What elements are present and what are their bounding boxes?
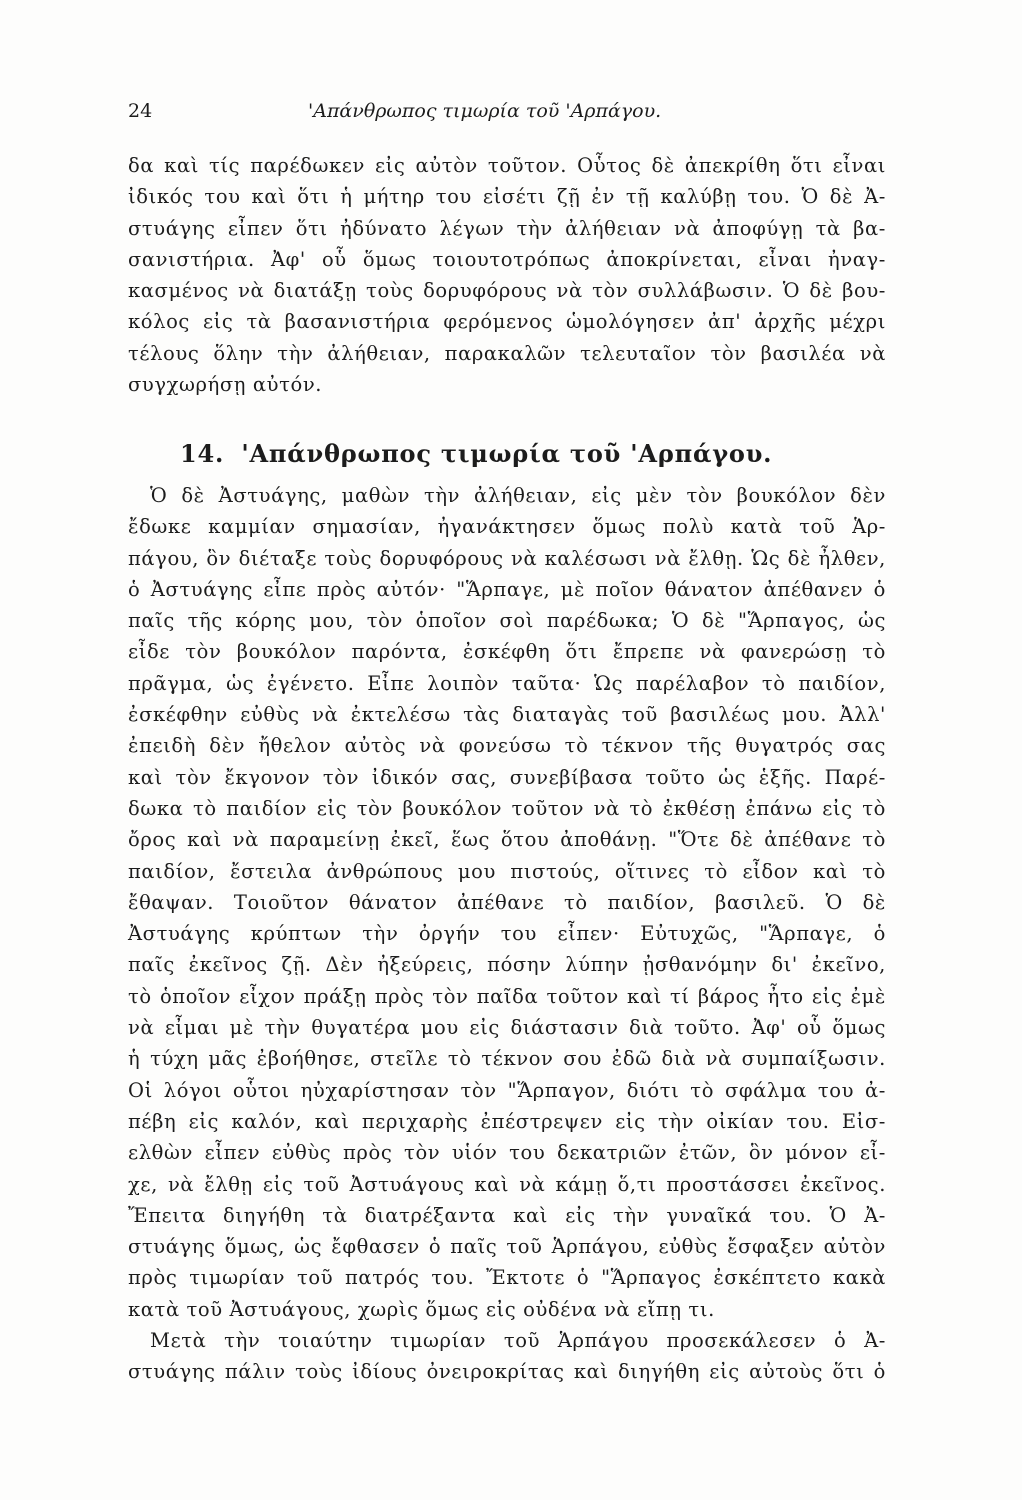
- text-line: ελθὼν εἶπεν εὐθὺς πρὸς τὸν υἱόν του δεκατριῶν ἐτῶν, ὃν μόνον εἶ-: [128, 1141, 886, 1165]
- text-line: παῖς τῆς κόρης μου, τὸν ὁποῖον σοὶ παρέδωκα; Ὁ δὲ "Ἅρπαγος, ὡς: [128, 609, 886, 633]
- text-line: Ὁ δὲ Ἀστυάγης, μαθὼν τὴν ἀλήθειαν, εἰς μὲν τὸν βουκόλον δὲν: [150, 484, 886, 507]
- text-line: Ἀστυάγης κρύπτων τὴν ὀργήν του εἶπεν· Εὐτυχῶς, "Ἅρπαγε, ὁ: [128, 922, 886, 946]
- text-line: σανιστήρια. Ἀφ' οὗ ὅμως τοιουτοτρόπως ἀποκρίνεται, εἶναι ἠναγ-: [128, 247, 886, 271]
- text-line: εἶδε τὸν βουκόλον παρόντα, ἐσκέφθη ὅτι ἔπρεπε νὰ φανερώσῃ τὸ: [128, 640, 886, 664]
- text-line: συγχωρήσῃ αὐτόν.: [128, 373, 323, 397]
- text-line: παιδίον, ἔστειλα ἀνθρώπους μου πιστούς, οἵτινες τὸ εἶδον καὶ τὸ: [128, 859, 886, 883]
- text-line: παῖς ἐκεῖνος ζῇ. Δὲν ἠξεύρεις, πόσην λύπην ᾐσθανόμην δι' ἐκεῖνο,: [128, 953, 886, 977]
- text-line: δα καὶ τίς παρέδωκεν εἰς αὐτὸν τοῦτον. Οὗτος δὲ ἀπεκρίθη ὅτι εἶναι: [128, 154, 886, 177]
- text-line: στυάγης εἶπεν ὅτι ἠδύνατο λέγων τὴν ἀλήθειαν νὰ ἀποφύγῃ τὰ βα-: [128, 216, 886, 240]
- text-line: πάγου, ὃν διέταξε τοὺς δορυφόρους νὰ καλέσωσι νὰ ἔλθῃ. Ὡς δὲ ἦλθεν,: [128, 546, 886, 570]
- section-heading: [180, 438, 880, 470]
- text-line: ἰδικός του καὶ ὅτι ἡ μήτηρ του εἰσέτι ζῇ ἐν τῇ καλύβῃ του. Ὁ δὲ Ἀ-: [128, 185, 886, 209]
- paragraph-main: [128, 480, 886, 1388]
- text-line: πρὸς τιμωρίαν τοῦ πατρός του. Ἔκτοτε ὁ "Ἅρπαγος ἐσκέπτετο κακὰ: [128, 1266, 886, 1290]
- text-line: κατὰ τοῦ Ἀστυάγους, χωρὶς ὅμως εἰς οὐδένα νὰ εἴπῃ τι.: [128, 1297, 715, 1321]
- section-title: 'Απάνθρωπος τιμωρία τοῦ 'Αρπάγου.: [241, 439, 773, 468]
- text-line: στυάγης ὅμως, ὡς ἔφθασεν ὁ παῖς τοῦ Ἁρπάγου, εὐθὺς ἔσφαξεν αὐτὸν: [128, 1235, 886, 1259]
- text-line: ἔδωκε καμμίαν σημασίαν, ἠγανάκτησεν ὅμως πολὺ κατὰ τοῦ Ἁρ-: [128, 515, 886, 539]
- text-line: τέλους ὅλην τὴν ἀλήθειαν, παρακαλῶν τελευταῖον τὸν βασιλέα νὰ: [128, 341, 886, 365]
- page-header: [128, 96, 888, 126]
- text-line: πρᾶγμα, ὡς ἐγένετο. Εἶπε λοιπὸν ταῦτα· Ὡς παρέλαβον τὸ παιδίον,: [128, 671, 886, 695]
- text-line: δωκα τὸ παιδίον εἰς τὸν βουκόλον τοῦτον νὰ τὸ ἐκθέσῃ ἐπάνω εἰς τὸ: [128, 796, 886, 820]
- running-title: 'Απάνθρωπος τιμωρία τοῦ 'Αρπάγου.: [308, 100, 662, 122]
- text-line: Οἱ λόγοι οὗτοι ηὐχαρίστησαν τὸν "Ἅρπαγον, διότι τὸ σφάλμα του ἀ-: [128, 1078, 886, 1102]
- paragraph-continued: [128, 150, 886, 400]
- text-line: κόλος εἰς τὰ βασανιστήρια φερόμενος ὡμολόγησεν ἀπ' ἀρχῆς μέχρι: [128, 310, 886, 334]
- text-line: Μετὰ τὴν τοιαύτην τιμωρίαν τοῦ Ἁρπάγου προσεκάλεσεν ὁ Ἀ-: [150, 1329, 886, 1353]
- text-line: στυάγης πάλιν τοὺς ἰδίους ὀνειροκρίτας καὶ διηγήθη εἰς αὐτοὺς ὅτι ὁ: [128, 1360, 886, 1384]
- text-line: τὸ ὁποῖον εἶχον πράξῃ πρὸς τὸν παῖδα τοῦτον καὶ τί βάρος ἦτο εἰς ἐμὲ: [128, 984, 886, 1008]
- text-line: καὶ τὸν ἔκγονον τὸν ἰδικόν σας, συνεβίβασα τοῦτο ὡς ἑξῆς. Παρέ-: [128, 765, 886, 789]
- text-line: κασμένος νὰ διατάξῃ τοὺς δορυφόρους νὰ τὸν συλλάβωσιν. Ὁ δὲ βου-: [128, 279, 886, 303]
- text-line: πέβη εἰς καλόν, καὶ περιχαρὴς ἐπέστρεψεν εἰς τὴν οἰκίαν του. Εἰσ-: [128, 1109, 886, 1133]
- page-number: 24: [128, 100, 153, 122]
- text-line: ἔθαψαν. Τοιοῦτον θάνατον ἀπέθανε τὸ παιδίον, βασιλεῦ. Ὁ δὲ: [128, 890, 886, 914]
- text-line: ἐπειδὴ δὲν ἤθελον αὐτὸς νὰ φονεύσω τὸ τέκνον τῆς θυγατρός σας: [128, 734, 886, 758]
- text-line: χε, νὰ ἔλθῃ εἰς τοῦ Ἀστυάγους καὶ νὰ κάμῃ ὅ,τι προστάσσει ἐκεῖνος.: [128, 1172, 886, 1196]
- section-number: 14.: [180, 439, 225, 468]
- text-line: νὰ εἶμαι μὲ τὴν θυγατέρα μου εἰς διάστασιν διὰ τοῦτο. Ἀφ' οὗ ὅμως: [128, 1016, 886, 1040]
- text-line: ὁ Ἀστυάγης εἶπε πρὸς αὐτόν· "Ἅρπαγε, μὲ ποῖον θάνατον ἀπέθανεν ὁ: [128, 577, 886, 601]
- text-line: Ἔπειτα διηγήθη τὰ διατρέξαντα καὶ εἰς τὴν γυναῖκά του. Ὁ Ἀ-: [128, 1203, 886, 1227]
- text-line: ἡ τύχη μᾶς ἐβοήθησε, στεῖλε τὸ τέκνον σου ἐδῶ διὰ νὰ συμπαίξωσιν.: [128, 1047, 886, 1071]
- text-line: ὄρος καὶ νὰ παραμείνῃ ἐκεῖ, ἕως ὅτου ἀποθάνῃ. "Ὅτε δὲ ἀπέθανε τὸ: [128, 828, 886, 852]
- text-line: ἐσκέφθην εὐθὺς νὰ ἐκτελέσω τὰς διαταγὰς τοῦ βασιλέως μου. Ἀλλ': [128, 703, 886, 727]
